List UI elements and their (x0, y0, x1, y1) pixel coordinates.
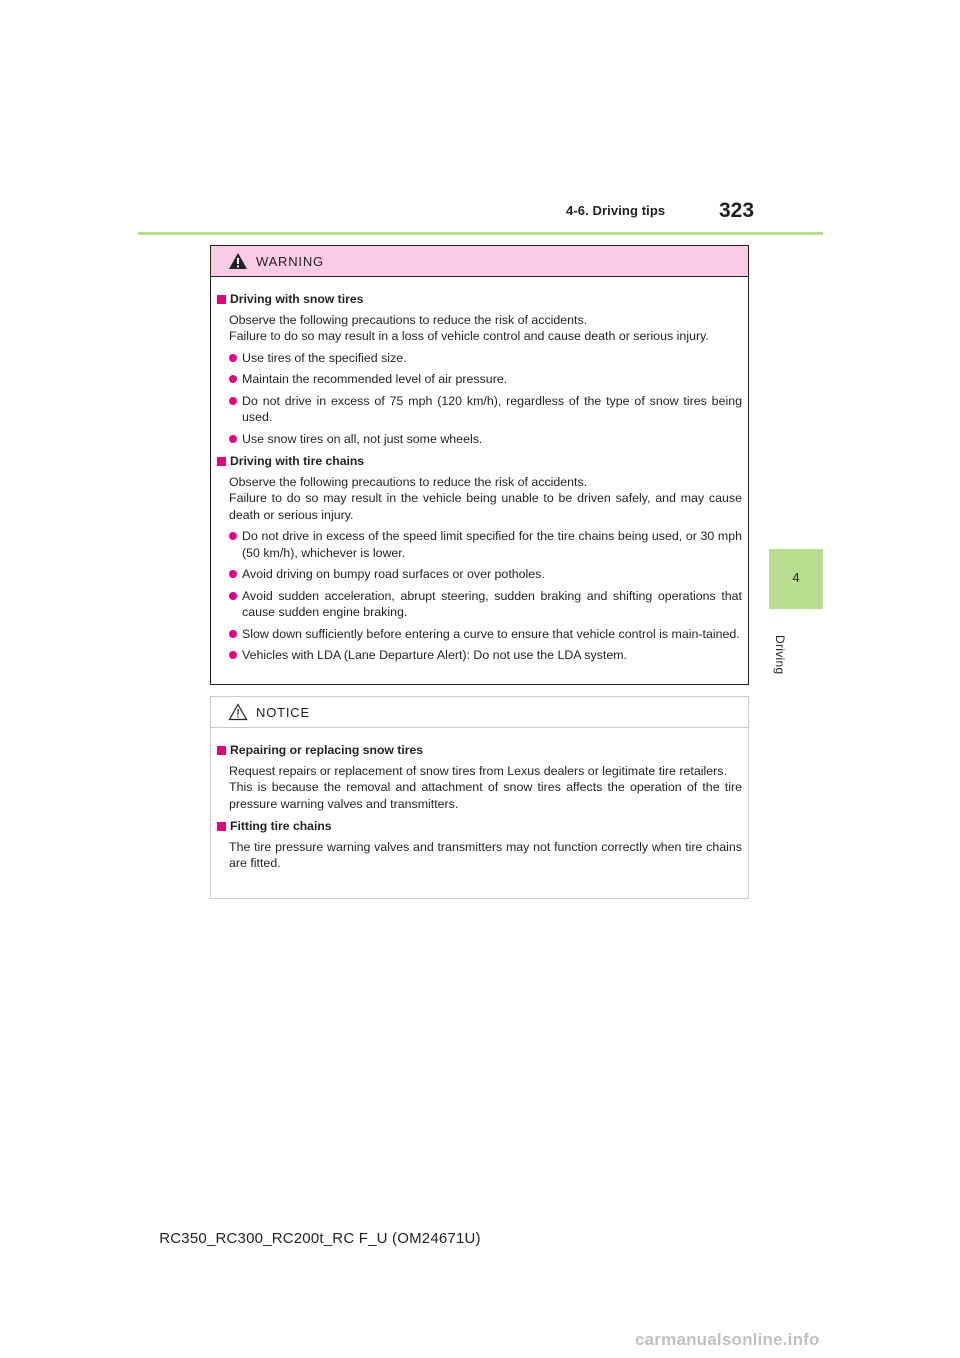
bullet-list (229, 528, 742, 664)
section-snow-tires (217, 291, 742, 308)
warning-triangle-icon (228, 252, 248, 270)
list-item-text: Avoid sudden acceleration, abrupt steering, sudden braking and shifting operations that cause sudden engine braking. (242, 588, 742, 619)
square-bullet-icon (217, 457, 226, 466)
notice-box (210, 696, 749, 899)
paragraph-line: Observe the following precautions to reduce the risk of accidents. (229, 474, 588, 489)
square-bullet-icon (217, 746, 226, 755)
paragraph-line: This is because the removal and attachment of snow tires affects the operation of the tire pressure warning valves and transmitters. (229, 780, 742, 811)
list-item (229, 647, 742, 664)
bullet-dot-icon (229, 630, 237, 638)
section-heading: Fitting tire chains (230, 819, 332, 833)
bullet-dot-icon (229, 592, 237, 600)
list-item-text: Do not drive in excess of 75 mph (120 km/h), regardless of the type of snow tires being used. (242, 393, 742, 424)
bullet-dot-icon (229, 651, 237, 659)
section-repairing-snow-tires (217, 742, 742, 759)
paragraph-line: Request repairs or replacement of snow tires from Lexus dealers or legitimate tire retailers. (229, 763, 727, 778)
section-tire-chains (217, 453, 742, 470)
square-bullet-icon (217, 822, 226, 831)
list-item-text: Do not drive in excess of the speed limit specified for the tire chains being used, or 30 mph (50 km/h), whichever is lower. (242, 529, 742, 560)
bullet-dot-icon (229, 435, 237, 443)
list-item-text: Slow down sufficiently before entering a curve to ensure that vehicle control is main-tained. (242, 626, 740, 641)
bullet-dot-icon (229, 532, 237, 540)
section-heading: Driving with tire chains (230, 454, 365, 468)
list-item-text: Use snow tires on all, not just some wheels. (242, 431, 483, 446)
header-divider (138, 232, 823, 235)
bullet-dot-icon (229, 375, 237, 383)
paragraph-line: Observe the following precautions to reduce the risk of accidents. (229, 312, 588, 327)
watermark: carmanualsonline.info (635, 1330, 820, 1349)
list-item (229, 393, 742, 426)
chapter-number: 4 (792, 570, 800, 585)
list-item (229, 566, 742, 583)
warning-body (211, 277, 748, 664)
list-item-text: Use tires of the specified size. (242, 350, 407, 365)
paragraph-line: Failure to do so may result in a loss of vehicle control and cause death or serious injury. (229, 329, 709, 343)
list-item-text: Avoid driving on bumpy road surfaces or over potholes. (242, 567, 545, 581)
warning-title: WARNING (256, 253, 324, 269)
chapter-label: Driving (773, 635, 787, 675)
bullet-list (229, 350, 742, 448)
list-item (229, 588, 742, 621)
footer-model-code: RC350_RC300_RC200t_RC F_U (OM24671U) (159, 1230, 481, 1247)
notice-body (211, 728, 748, 872)
square-bullet-icon (217, 295, 226, 304)
list-item-text: Maintain the recommended level of air pressure. (242, 372, 508, 386)
paragraph (229, 312, 742, 345)
paragraph (229, 763, 742, 813)
paragraph (229, 839, 742, 872)
notice-title: NOTICE (256, 704, 310, 720)
page-number: 323 (719, 199, 755, 222)
section-heading: Driving with snow tires (230, 292, 364, 306)
bullet-dot-icon (229, 397, 237, 405)
section-fitting-tire-chains (217, 818, 742, 835)
warning-box (210, 245, 749, 685)
bullet-dot-icon (229, 570, 237, 578)
bullet-dot-icon (229, 354, 237, 362)
list-item (229, 350, 742, 367)
caution-triangle-outline-icon (228, 703, 248, 721)
list-item (229, 626, 742, 643)
paragraph-line: The tire pressure warning valves and transmitters may not function correctly when tire chains are fitted. (229, 839, 742, 870)
list-item (229, 528, 742, 561)
list-item (229, 371, 742, 388)
list-item-text: Vehicles with LDA (Lane Departure Alert): Do not use the LDA system. (242, 648, 627, 662)
paragraph-line: Failure to do so may result in the vehicle being unable to be driven safely, and may cause death or serious injury. (229, 491, 742, 522)
section-title: 4-6. Driving tips (566, 203, 666, 218)
warning-header (211, 246, 748, 277)
list-item (229, 431, 742, 448)
notice-header (211, 697, 748, 728)
paragraph (229, 474, 742, 524)
section-heading: Repairing or replacing snow tires (230, 743, 424, 757)
